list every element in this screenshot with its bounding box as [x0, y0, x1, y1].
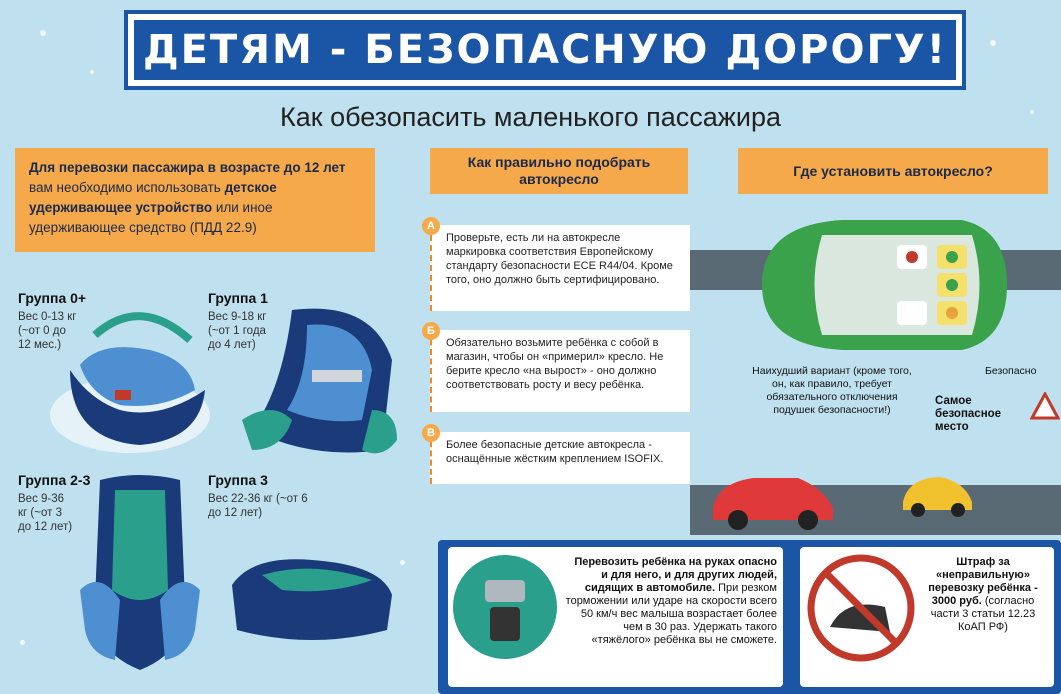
red-car-icon	[708, 468, 838, 530]
car-top-view-illustration	[752, 205, 1012, 365]
no-child-on-lap-sign-icon	[805, 552, 917, 664]
tip-v-text: Более безопасные детские автокресла - оснащённые жёстким креплением ISOFIX.	[446, 439, 664, 465]
group23-seat-illustration	[80, 470, 200, 680]
infant-seat-illustration	[40, 300, 210, 460]
tip-v	[427, 427, 690, 484]
fine-text	[918, 556, 1048, 634]
tip-a-badge: А	[422, 217, 440, 235]
seatbelt-buckle-icon	[450, 552, 560, 662]
intro-box	[15, 148, 375, 252]
snowflake	[20, 640, 25, 645]
tip-v-badge: В	[422, 424, 440, 442]
tip-a-text: Проверьте, есть ли на автокресле маркировка соответствия Европейскому стандарту безопасности ECE R44/04. Кроме того, оно должно быть сертифицировано.	[446, 232, 673, 286]
title-banner	[128, 14, 962, 86]
tip-b-badge: Б	[422, 322, 440, 340]
group-3-label: Группа 3	[208, 472, 268, 488]
snowflake	[90, 70, 94, 74]
booster-seat-illustration	[222, 535, 402, 655]
group1-seat-illustration	[232, 300, 402, 465]
snowflake	[40, 30, 46, 36]
group-1-desc: Вес 9-18 кг (~от 1 года до 4 лет)	[208, 311, 267, 351]
intro-text-1: вам необходимо использовать	[29, 180, 225, 195]
warning-normal: При резком торможении или ударе на скорости всего 50 км/ч вес малыша возрастает более чем в 30 раз. Удержать такого «тяжёлого» ребёнка вы не сможете.	[565, 582, 777, 646]
warning-text	[565, 556, 777, 647]
worst-option-label: Наихудший вариант (кроме того, он, как правило, требует обязательного отключения подушек безопасности!)	[752, 365, 912, 416]
intro-bold-2: детское удерживающее устройство	[29, 180, 277, 215]
group-2-desc: Вес 9-36 кг (~от 3 до 12 лет)	[18, 493, 73, 533]
intro-bold-1: Для перевозки пассажира в возрасте до 12 лет	[29, 160, 346, 175]
tip-b-text: Обязательно возьмите ребёнка с собой в магазин, чтобы он «примерил» кресло. Не берите кресло «на вырост» - оно должно соответствовать росту и весу ребёнка.	[446, 337, 664, 391]
group-1-label: Группа 1	[208, 290, 268, 306]
safest-place-label: Самое безопасное место	[935, 395, 1002, 433]
group-2-label: Группа 2-3	[18, 472, 91, 488]
warning-bold: Перевозить ребёнка на руках опасно и для него, и для других людей, сидящих в автомобиле.	[574, 556, 777, 594]
how-to-choose-heading: Как правильно подобрать автокресло	[430, 148, 688, 194]
page-title: ДЕТЯМ - БЕЗОПАСНУЮ ДОРОГУ!	[142, 27, 948, 73]
yellow-car-icon	[900, 472, 975, 520]
group-0-desc: Вес 0-13 кг (~от 0 до 12 мес.)	[18, 311, 77, 351]
group-0-label: Группа 0+	[18, 290, 87, 306]
fine-bold: Штраф за «неправильную» перевозку ребёнка - 3000 руб.	[928, 556, 1038, 607]
tip-a	[427, 220, 690, 311]
page-subtitle: Как обезопасить маленького пассажира	[280, 102, 781, 132]
tip-b	[427, 325, 690, 412]
fine-normal: (согласно части 3 статьи 12.23 КоАП РФ)	[930, 595, 1036, 633]
intro-text-2: или иное удерживающее средство (ПДД 22.9)	[29, 200, 273, 235]
where-to-install-heading: Где установить автокресло?	[738, 148, 1048, 194]
group-3-desc: Вес 22-36 кг (~от 6 до 12 лет)	[208, 493, 308, 519]
safe-label: Безопасно	[985, 365, 1037, 377]
children-warning-sign-icon	[1030, 392, 1060, 422]
snowflake	[990, 40, 996, 46]
